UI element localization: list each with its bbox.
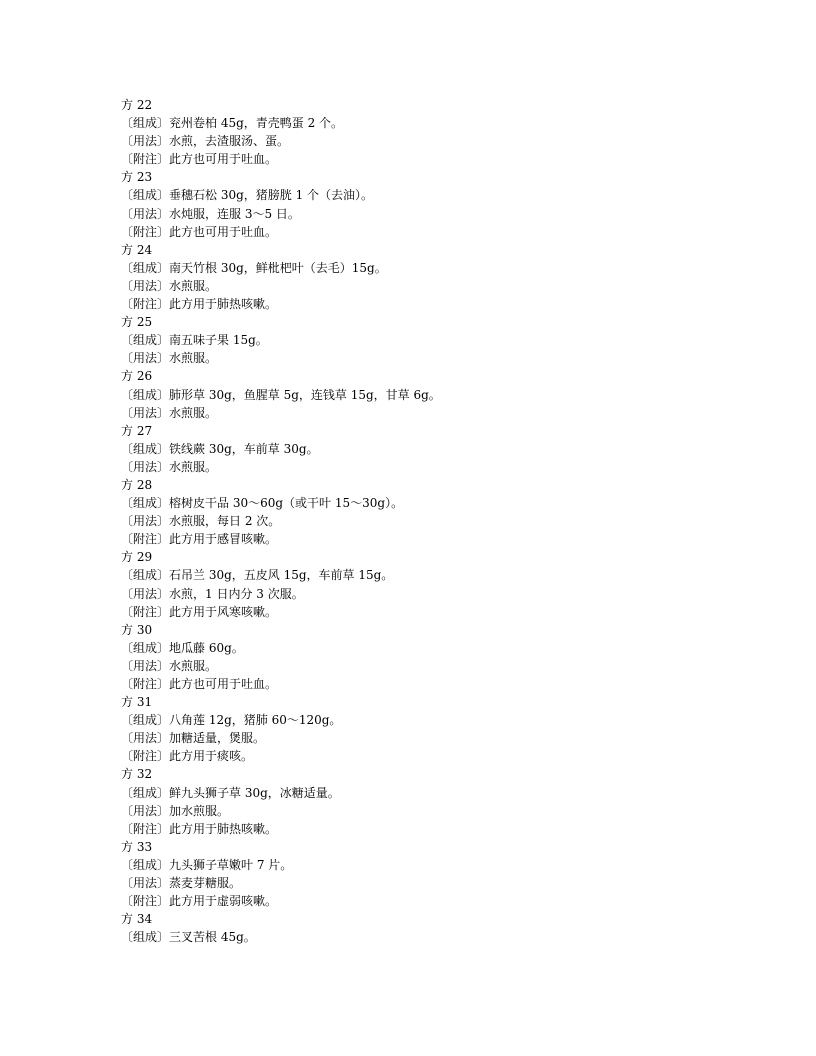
text-line: 方 29: [121, 550, 153, 565]
text-line: 方 26: [121, 369, 153, 384]
text-line: 〔组成〕兖州卷柏 45g，青壳鸭蛋 2 个。: [121, 116, 344, 131]
text-line: 〔用法〕水煎，去渣服汤、蛋。: [121, 134, 290, 149]
text-line: 方 25: [121, 315, 153, 330]
text-line: 〔用法〕水煎，1 日内分 3 次服。: [121, 586, 304, 601]
text-line: 〔用法〕水煎服，每日 2 次。: [121, 514, 281, 529]
text-line: 〔组成〕地瓜藤 60g。: [121, 640, 244, 655]
text-line: 〔附注〕此方用于肺热咳嗽。: [121, 821, 278, 836]
text-line: 〔附注〕此方用于痰咳。: [121, 749, 254, 764]
document-body: [121, 96, 721, 946]
text-line: 〔组成〕南五味子果 15g。: [121, 333, 268, 348]
text-line: 〔附注〕此方用于风寒咳嗽。: [121, 604, 278, 619]
text-line: 〔组成〕石吊兰 30g，五皮风 15g，车前草 15g。: [121, 568, 394, 583]
text-line: 方 24: [121, 242, 153, 257]
text-line: 〔组成〕鲜九头狮子草 30g，冰糖适量。: [121, 785, 340, 800]
text-line: 〔附注〕此方也可用于吐血。: [121, 152, 278, 167]
text-line: 〔用法〕水煎服。: [121, 405, 218, 420]
text-line: 〔组成〕南天竹根 30g，鲜枇杷叶（去毛）15g。: [121, 260, 387, 275]
text-line: 〔用法〕蒸麦芽糖服。: [121, 876, 242, 891]
text-line: 〔组成〕八角莲 12g，猪肺 60～120g。: [121, 713, 342, 728]
text-line: 方 34: [121, 912, 153, 927]
text-line: 〔附注〕此方也可用于吐血。: [121, 224, 278, 239]
text-line: 〔用法〕水煎服。: [121, 351, 218, 366]
text-line: 方 23: [121, 170, 153, 185]
text-line: 〔附注〕此方用于虚弱咳嗽。: [121, 894, 278, 909]
text-line: 方 33: [121, 839, 153, 854]
text-line: 〔组成〕铁线蕨 30g，车前草 30g。: [121, 441, 319, 456]
text-line: 方 28: [121, 477, 153, 492]
text-line: 〔组成〕榕树皮干品 30～60g（或干叶 15～30g）。: [121, 496, 404, 511]
text-line: 方 31: [121, 695, 153, 710]
text-line: 方 32: [121, 767, 153, 782]
text-line: 〔用法〕水炖服，连服 3～5 日。: [121, 206, 300, 221]
text-line: 方 27: [121, 423, 153, 438]
text-line: 〔用法〕加水煎服。: [121, 803, 230, 818]
text-line: 〔附注〕此方也可用于吐血。: [121, 677, 278, 691]
text-line: 〔附注〕此方用于感冒咳嗽。: [121, 532, 278, 547]
text-line: 〔用法〕水煎服。: [121, 658, 218, 673]
text-line: 方 30: [121, 622, 153, 637]
text-line: 〔组成〕三叉苦根 45g。: [121, 930, 256, 945]
text-line: 〔用法〕水煎服。: [121, 459, 218, 474]
text-line: 〔用法〕水煎服。: [121, 278, 218, 293]
text-line: 〔组成〕垂穗石松 30g，猪膀胱 1 个（去油）。: [121, 188, 374, 203]
text-line: 〔附注〕此方用于肺热咳嗽。: [121, 297, 278, 312]
text-line: 方 22: [121, 98, 153, 112]
text-line: 〔组成〕九头狮子草嫩叶 7 片。: [121, 857, 293, 872]
text-line: 〔用法〕加糖适量，煲服。: [121, 731, 266, 746]
text-line: 〔组成〕肺形草 30g，鱼腥草 5g，连钱草 15g，甘草 6g。: [121, 387, 441, 402]
